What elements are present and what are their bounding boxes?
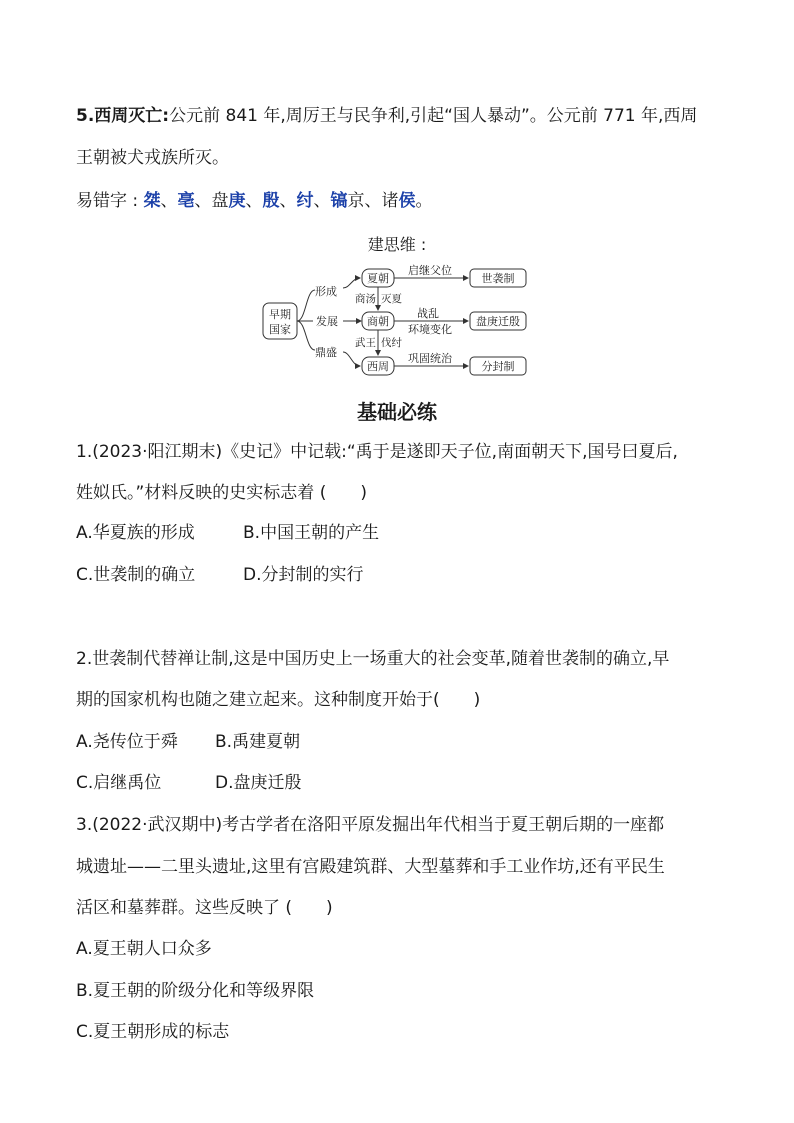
typo-label: 易错字 : <box>76 191 144 211</box>
q3-option-c[interactable]: C.夏王朝形成的标志 <box>76 1022 230 1042</box>
q1-stem-line2: 姓姒氏。”材料反映的史实标志着 ( ) <box>76 483 367 503</box>
typo-item-1: 桀、 <box>143 191 178 211</box>
item5-line2: 王朝被犬戎族所灭。 <box>76 148 229 168</box>
q2-option-d[interactable]: D.盘庚迁殷 <box>215 773 302 793</box>
root-text-2: 国家 <box>269 323 291 336</box>
event-zhanluan: 战乱 <box>417 307 439 320</box>
q1-option-b[interactable]: B.中国王朝的产生 <box>243 523 380 543</box>
branch-3: 鼎盛 <box>315 346 337 359</box>
q2-stem-line1: 2.世袭制代替禅让制,这是中国历史上一场重大的社会变革,随着世袭制的确立,早 <box>76 649 670 669</box>
q1-option-c[interactable]: C.世袭制的确立 <box>76 565 196 585</box>
transition-2: 武王 <box>355 337 376 349</box>
typo-item-6: 镐京、 <box>330 191 382 211</box>
q3-option-b[interactable]: B.夏王朝的阶级分化和等级界限 <box>76 981 315 1001</box>
typo-item-3: 盘庚、 <box>211 191 263 211</box>
transition-2b: 伐纣 <box>381 337 402 349</box>
transition-1: 商汤 <box>355 293 376 305</box>
typo-item-7: 诸侯。 <box>381 191 433 211</box>
q3-stem-line3: 活区和墓葬群。这些反映了 ( ) <box>76 898 333 918</box>
mindmap-title: 建思维 : <box>367 235 427 254</box>
q2-option-b[interactable]: B.禹建夏朝 <box>215 732 301 752</box>
dynasty-shang: 商朝 <box>367 315 389 328</box>
item5-text1: 公元前 841 年,周厉王与民争利,引起“国人暴动”。公元前 771 年,西周 <box>169 106 698 126</box>
transition-1b: 灭夏 <box>381 293 402 305</box>
q3-stem-line1: 3.(2022·武汉期中)考古学者在洛阳平原发掘出年代相当于夏王朝后期的一座都 <box>76 815 665 835</box>
q2-option-c[interactable]: C.启继禹位 <box>76 773 162 793</box>
dynasty-xia: 夏朝 <box>367 272 389 285</box>
root-text-1: 早期 <box>269 308 291 321</box>
branch-2: 发展 <box>316 315 338 328</box>
q3-stem-line2: 城遗址——二里头遗址,这里有宫殿建筑群、大型墓葬和手工业作坊,还有平民生 <box>76 857 665 877</box>
q1-option-a[interactable]: A.华夏族的形成 <box>76 523 195 543</box>
result-fenfeng: 分封制 <box>481 360 515 373</box>
q2-option-a[interactable]: A.尧传位于舜 <box>76 732 178 752</box>
q1-stem-line1: 1.(2023·阳江期末)《史记》中记载:“禹于是遂即天子位,南面朝天下,国号曰夏后, <box>76 442 678 462</box>
item5-label: 5.西周灭亡: <box>76 106 170 126</box>
event-huanjing: 环境变化 <box>408 323 452 336</box>
result-pangeng: 盘庚迁殷 <box>476 315 520 328</box>
q2-stem-line2: 期的国家机构也随之建立起来。这种制度开始于( ) <box>76 690 481 710</box>
result-shixi: 世袭制 <box>481 272 515 285</box>
event-qi: 启继父位 <box>408 264 452 277</box>
typo-item-2: 亳、 <box>177 191 212 211</box>
q3-option-a[interactable]: A.夏王朝人口众多 <box>76 939 212 959</box>
event-gonggu: 巩固统治 <box>408 352 452 365</box>
q1-option-d[interactable]: D.分封制的实行 <box>243 565 364 585</box>
dynasty-xizhou: 西周 <box>367 360 389 373</box>
typo-item-5: 纣、 <box>296 191 331 211</box>
section-title: 基础必练 <box>357 400 437 424</box>
typo-item-4: 殷、 <box>262 191 297 211</box>
branch-1: 形成 <box>315 285 337 298</box>
